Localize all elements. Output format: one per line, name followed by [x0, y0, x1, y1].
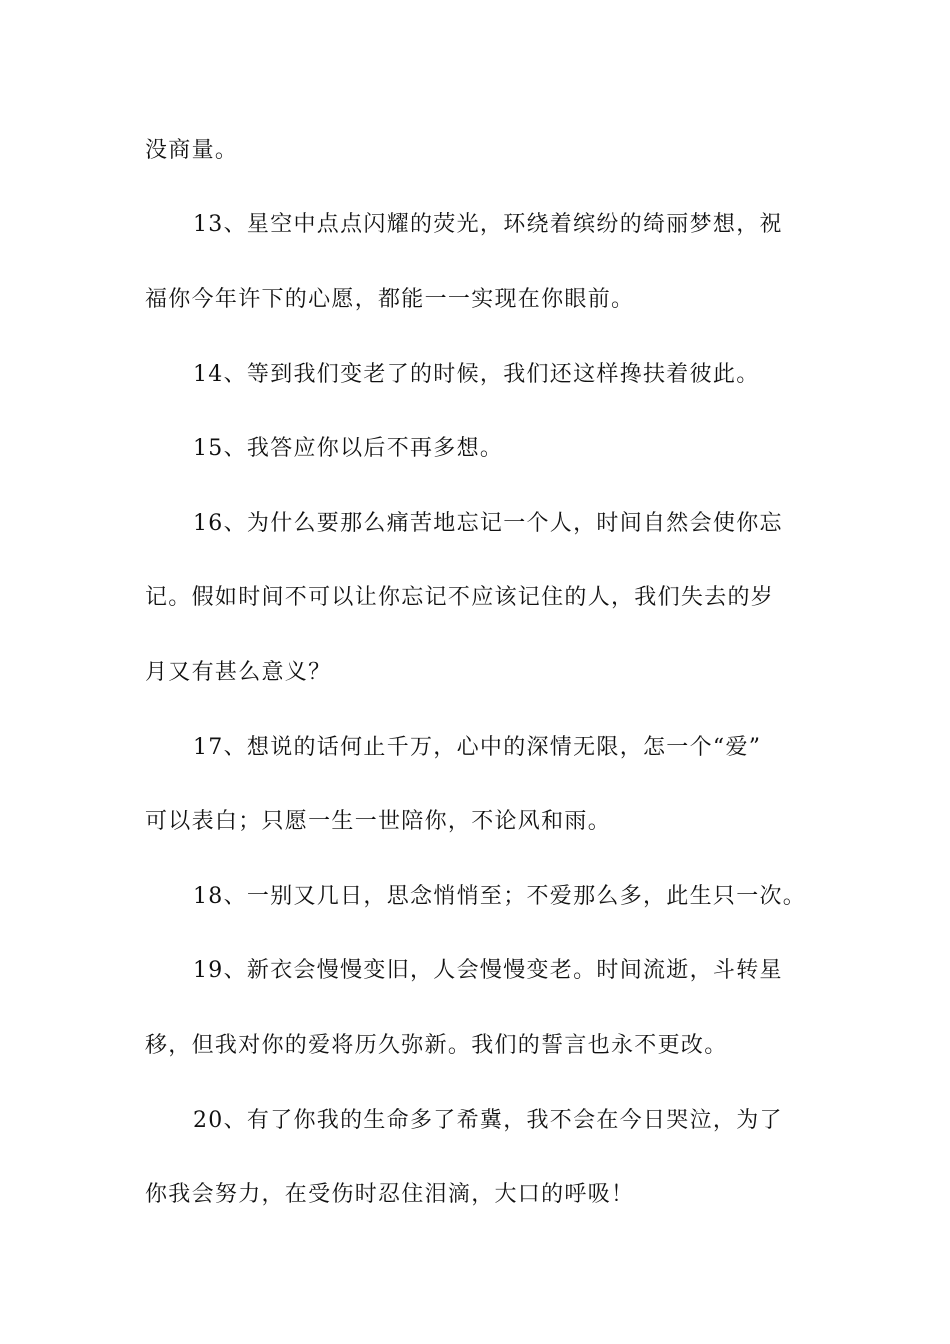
text-line: 14、等到我们变老了的时候，我们还这样搀扶着彼此。 — [193, 362, 760, 387]
text-line: 18、一别又几日，思念悄悄至；不爱那么多，此生只一次。 — [193, 884, 807, 909]
text-line: 15、我答应你以后不再多想。 — [193, 436, 504, 461]
text-line: 可以表白；只愿一生一世陪你，不论风和雨。 — [145, 809, 612, 834]
text-line: 20、有了你我的生命多了希冀，我不会在今日哭泣，为了 — [193, 1108, 783, 1133]
text-line: 福你今年许下的心愿，都能一一实现在你眼前。 — [145, 287, 635, 312]
text-line: 没商量。 — [145, 138, 239, 163]
text-line: 月又有甚么意义？ — [145, 660, 332, 685]
text-line: 记。假如时间不可以让你忘记不应该记住的人，我们失去的岁 — [145, 585, 775, 610]
text-line: 17、想说的话何止千万，心中的深情无限，怎一个“爱” — [193, 735, 762, 760]
text-line: 13、星空中点点闪耀的荧光，环绕着缤纷的绮丽梦想，祝 — [193, 212, 783, 237]
text-line: 19、新衣会慢慢变旧，人会慢慢变老。时间流逝，斗转星 — [193, 958, 783, 983]
text-line: 你我会努力，在受伤时忍住泪滴，大口的呼吸！ — [145, 1182, 635, 1207]
text-line: 移，但我对你的爱将历久弥新。我们的誓言也永不更改。 — [145, 1033, 728, 1058]
text-line: 16、为什么要那么痛苦地忘记一个人，时间自然会使你忘 — [193, 511, 783, 536]
